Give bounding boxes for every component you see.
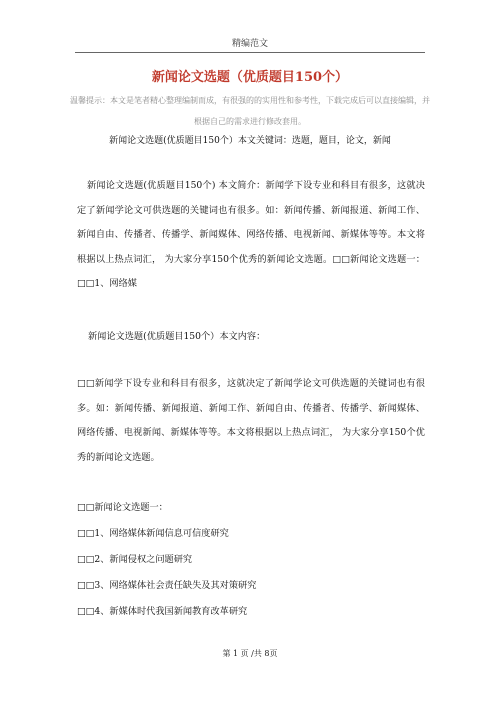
document-title: 新闻论文选题（优质题目150个） <box>151 70 349 85</box>
body-paragraph: □□新闻学下设专业和科目有很多，这就决定了新闻学论文可供选题的关键词也有很多。如：新闻传播、新闻报道、新闻工作、新闻自由、传播者、传播学、新闻媒体、网络传播、电视新闻、新媒体等等。本文将根据以上热点词汇， 为大家分享150个优秀的新闻论文选题。 <box>77 378 425 463</box>
content-heading: 新闻论文选题(优质题目150个）本文内容： <box>88 331 266 342</box>
intro-paragraph: 新闻论文选题(优质题目150个) 本文简介：新闻学下设专业和科目有很多，这就决定了新闻学论文可供选题的关键词也有很多。如：新闻传播、新闻报道、新闻工作、新闻自由、传播者、传播学、新闻媒体、网络传播、电视新闻、新媒体等等。本文将根据以上热点词汇， 为大家分享150个优秀的新闻论文选题。□□新闻论文选题一：□□1、网络媒 <box>77 180 425 289</box>
page-footer: 第 1 页 /共 8页 <box>222 649 278 658</box>
keywords-line: 新闻论文选题(优质题目150个）本文关键词：选题，题目，论文，新闻 <box>109 136 391 146</box>
section-title: □□新闻论文选题一： <box>77 502 168 513</box>
list-item: □□2、新闻侵权之问题研究 <box>77 554 193 565</box>
list-item: □□3、网络媒体社会责任缺失及其对策研究 <box>77 580 257 591</box>
list-item: □□4、新媒体时代我国新闻教育改革研究 <box>77 606 248 617</box>
page-header: 精编范文 <box>75 36 425 53</box>
notice-text: 温馨提示：本文是笔者精心整理编制而成，有很强的的实用性和参考性，下载完成后可以直接编辑，并根据自己的需求进行修改套用。 <box>70 96 430 126</box>
list-item: □□1、网络媒体新闻信息可信度研究 <box>77 528 229 539</box>
